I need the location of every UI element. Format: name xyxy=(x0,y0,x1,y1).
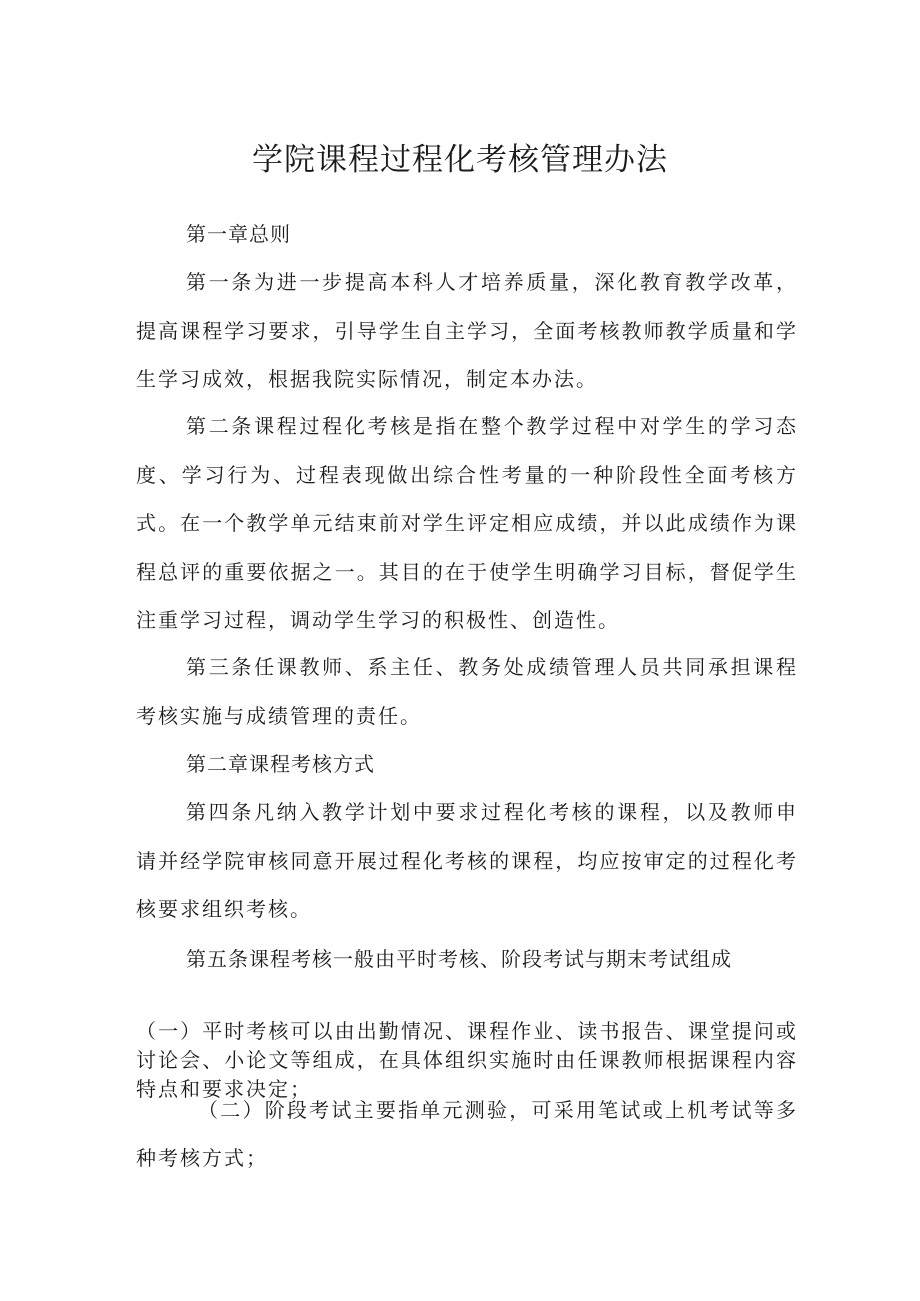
chapter-2-heading: 第二章课程考核方式 xyxy=(186,752,375,776)
item-1-paragraph: （一）平时考核可以由出勤情况、课程作业、读书报告、课堂提问或讨论会、小论文等组成，在具体组织实施时由任课教师根据课程内容特点和要求决定； xyxy=(136,1019,798,1101)
item-2-paragraph: （二）阶段考试主要指单元测验，可采用笔试或上机考试等多种考核方式； xyxy=(136,1098,798,1170)
article-5-paragraph: 第五条课程考核一般由平时考核、阶段考试与期末考试组成 xyxy=(186,947,732,971)
article-2-paragraph: 第二条课程过程化考核是指在整个教学过程中对学生的学习态度、学习行为、过程表现做出综合性考量的一种阶段性全面考核方式。在一个教学单元结束前对学生评定相应成绩，并以此成绩作为课程总评的重要依据之一。其目的在于使学生明确学习目标，督促学生注重学习过程，调动学生学习的积极性、创造性。 xyxy=(136,414,798,632)
page-title: 学院课程过程化考核管理办法 xyxy=(252,142,668,178)
article-1-paragraph: 第一条为进一步提高本科人才培养质量，深化教育教学改革，提高课程学习要求，引导学生自主学习，全面考核教师教学质量和学生学习成效，根据我院实际情况，制定本办法。 xyxy=(136,270,798,391)
article-4-paragraph: 第四条凡纳入教学计划中要求过程化考核的课程，以及教师申请并经学院审核同意开展过程化考核的课程，均应按审定的过程化考核要求组织考核。 xyxy=(136,800,798,921)
chapter-1-heading: 第一章总则 xyxy=(186,222,291,246)
article-3-paragraph: 第三条任课教师、系主任、教务处成绩管理人员共同承担课程考核实施与成绩管理的责任。 xyxy=(136,655,798,728)
